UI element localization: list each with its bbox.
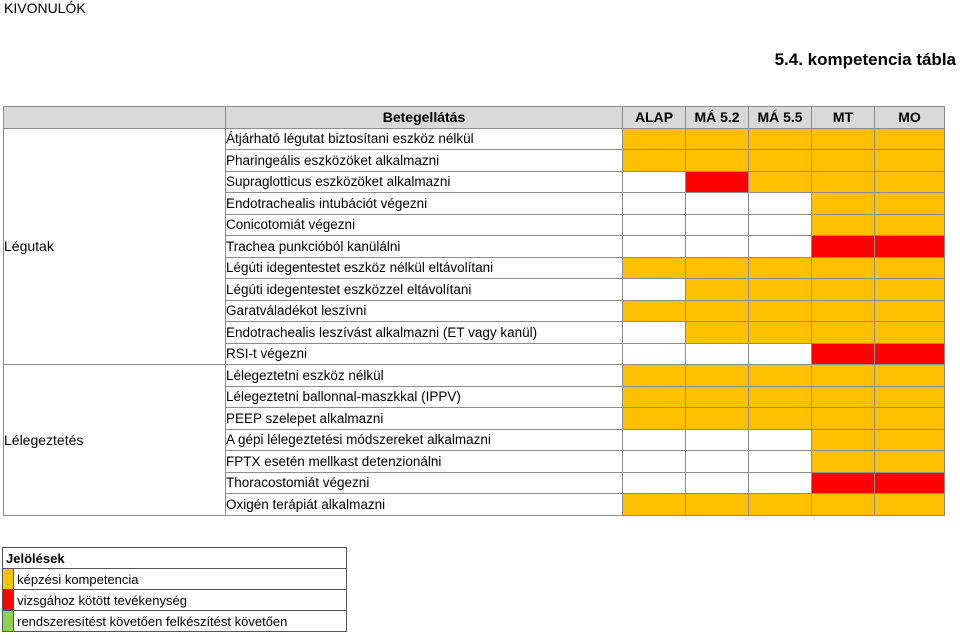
activity-label: Endotrachealis leszívást alkalmazni (ET vagy kanül) xyxy=(226,322,623,344)
header-col-mt: MT xyxy=(812,107,875,129)
legend-item xyxy=(3,569,347,590)
competence-cell-red xyxy=(875,236,945,258)
legend-table xyxy=(2,547,347,632)
competence-cell-orange xyxy=(875,193,945,215)
legend-swatch-orange xyxy=(3,569,14,590)
competence-cell-red xyxy=(875,472,945,494)
competence-cell-orange xyxy=(875,300,945,322)
header-col-ma55: MÁ 5.5 xyxy=(749,107,812,129)
competence-cell-orange xyxy=(812,322,875,344)
competence-cell-white xyxy=(686,236,749,258)
competence-cell-red xyxy=(812,472,875,494)
competence-cell-white xyxy=(749,451,812,473)
competence-cell-orange xyxy=(749,128,812,150)
table-body xyxy=(4,128,945,515)
competence-cell-orange xyxy=(875,494,945,516)
header-col-alap: ALAP xyxy=(623,107,686,129)
competence-cell-orange xyxy=(623,128,686,150)
competence-cell-orange xyxy=(812,451,875,473)
activity-label: RSI-t végezni xyxy=(226,343,623,365)
competence-table xyxy=(3,106,945,516)
competence-cell-white xyxy=(686,429,749,451)
legend-item-label: vizsgához kötött tevékenység xyxy=(14,590,347,611)
competence-cell-orange xyxy=(749,257,812,279)
activity-label: Lélegeztetni ballonnal-maszkkal (IPPV) xyxy=(226,386,623,408)
table-row xyxy=(4,365,945,387)
activity-label: Endotrachealis intubációt végezni xyxy=(226,193,623,215)
competence-cell-orange xyxy=(875,322,945,344)
activity-label: Supraglotticus eszközöket alkalmazni xyxy=(226,171,623,193)
competence-cell-orange xyxy=(749,408,812,430)
activity-label: Conicotomiát végezni xyxy=(226,214,623,236)
legend-title: Jelölések xyxy=(3,548,347,569)
header-activity: Betegellátás xyxy=(226,107,623,129)
competence-cell-orange xyxy=(875,150,945,172)
competence-cell-orange xyxy=(749,386,812,408)
competence-cell-white xyxy=(686,451,749,473)
competence-cell-orange xyxy=(812,429,875,451)
competence-cell-white xyxy=(623,451,686,473)
competence-cell-orange xyxy=(623,408,686,430)
header-col-mo: MO xyxy=(875,107,945,129)
competence-cell-orange xyxy=(686,150,749,172)
competence-cell-orange xyxy=(812,193,875,215)
competence-cell-orange xyxy=(812,365,875,387)
competence-cell-orange xyxy=(686,322,749,344)
competence-cell-white xyxy=(623,171,686,193)
header-empty-cell xyxy=(4,107,226,129)
competence-cell-orange xyxy=(875,429,945,451)
competence-cell-orange xyxy=(686,300,749,322)
group-label: Lélegeztetés xyxy=(4,365,226,516)
competence-cell-orange xyxy=(623,150,686,172)
competence-cell-orange xyxy=(686,386,749,408)
competence-cell-orange xyxy=(812,408,875,430)
competence-cell-orange xyxy=(875,451,945,473)
legend-item-label: képzési kompetencia xyxy=(14,569,347,590)
competence-cell-orange xyxy=(875,128,945,150)
competence-cell-white xyxy=(749,193,812,215)
table-header-row xyxy=(4,107,945,129)
document-top-label: KIVONULÓK xyxy=(4,0,86,16)
competence-cell-orange xyxy=(812,150,875,172)
competence-cell-orange xyxy=(812,494,875,516)
page-title: 5.4. kompetencia tábla xyxy=(774,50,956,69)
activity-label: PEEP szelepet alkalmazni xyxy=(226,408,623,430)
competence-cell-orange xyxy=(812,279,875,301)
competence-cell-orange xyxy=(623,494,686,516)
legend-item xyxy=(3,611,347,632)
competence-cell-white xyxy=(623,214,686,236)
competence-cell-white xyxy=(686,343,749,365)
competence-cell-white xyxy=(623,193,686,215)
activity-label: Átjárható légutat biztosítani eszköz nélkül xyxy=(226,128,623,150)
competence-cell-orange xyxy=(875,171,945,193)
competence-cell-white xyxy=(686,193,749,215)
competence-cell-orange xyxy=(812,171,875,193)
competence-cell-white xyxy=(623,279,686,301)
activity-label: Pharingeális eszközöket alkalmazni xyxy=(226,150,623,172)
legend-swatch-green xyxy=(3,611,14,632)
table-row xyxy=(4,128,945,150)
competence-cell-orange xyxy=(749,365,812,387)
competence-cell-white xyxy=(623,429,686,451)
competence-cell-red xyxy=(686,171,749,193)
competence-cell-orange xyxy=(749,300,812,322)
competence-cell-orange xyxy=(812,257,875,279)
competence-cell-white xyxy=(623,343,686,365)
competence-cell-orange xyxy=(875,214,945,236)
activity-label: A gépi lélegeztetési módszereket alkalmazni xyxy=(226,429,623,451)
competence-cell-white xyxy=(686,472,749,494)
competence-cell-white xyxy=(749,214,812,236)
competence-cell-orange xyxy=(749,322,812,344)
competence-cell-white xyxy=(749,236,812,258)
competence-cell-orange xyxy=(875,386,945,408)
competence-cell-orange xyxy=(875,408,945,430)
competence-cell-white xyxy=(749,429,812,451)
activity-label: Légúti idegentestet eszközzel eltávolítani xyxy=(226,279,623,301)
legend-item xyxy=(3,590,347,611)
competence-cell-orange xyxy=(875,279,945,301)
competence-cell-red xyxy=(812,236,875,258)
competence-cell-orange xyxy=(812,214,875,236)
competence-cell-orange xyxy=(686,128,749,150)
activity-label: Légúti idegentestet eszköz nélkül eltávolítani xyxy=(226,257,623,279)
competence-cell-orange xyxy=(812,300,875,322)
competence-cell-white xyxy=(749,343,812,365)
competence-cell-white xyxy=(623,472,686,494)
group-label: Légutak xyxy=(4,128,226,365)
competence-cell-orange xyxy=(623,386,686,408)
activity-label: Oxigén terápiát alkalmazni xyxy=(226,494,623,516)
legend-item-label: rendszeresítést követően felkészítést követően xyxy=(14,611,347,632)
competence-cell-red xyxy=(812,343,875,365)
competence-cell-orange xyxy=(623,365,686,387)
activity-label: Garatváladékot leszívni xyxy=(226,300,623,322)
activity-label: Thoracostomiát végezni xyxy=(226,472,623,494)
competence-cell-white xyxy=(749,472,812,494)
activity-label: Trachea punkcióból kanülálni xyxy=(226,236,623,258)
competence-cell-white xyxy=(686,214,749,236)
competence-cell-orange xyxy=(623,257,686,279)
competence-cell-white xyxy=(623,236,686,258)
activity-label: FPTX esetén mellkast detenzionálni xyxy=(226,451,623,473)
competence-cell-orange xyxy=(686,257,749,279)
competence-cell-orange xyxy=(875,365,945,387)
competence-cell-red xyxy=(875,343,945,365)
header-col-ma52: MÁ 5.2 xyxy=(686,107,749,129)
competence-cell-orange xyxy=(812,128,875,150)
competence-cell-orange xyxy=(686,408,749,430)
legend-swatch-red xyxy=(3,590,14,611)
competence-cell-orange xyxy=(749,494,812,516)
activity-label: Lélegeztetni eszköz nélkül xyxy=(226,365,623,387)
competence-cell-orange xyxy=(749,171,812,193)
competence-cell-orange xyxy=(686,494,749,516)
competence-cell-orange xyxy=(749,279,812,301)
competence-cell-orange xyxy=(875,257,945,279)
competence-cell-orange xyxy=(686,365,749,387)
competence-cell-orange xyxy=(749,150,812,172)
competence-cell-orange xyxy=(686,279,749,301)
competence-cell-orange xyxy=(623,300,686,322)
competence-cell-white xyxy=(623,322,686,344)
competence-cell-orange xyxy=(812,386,875,408)
